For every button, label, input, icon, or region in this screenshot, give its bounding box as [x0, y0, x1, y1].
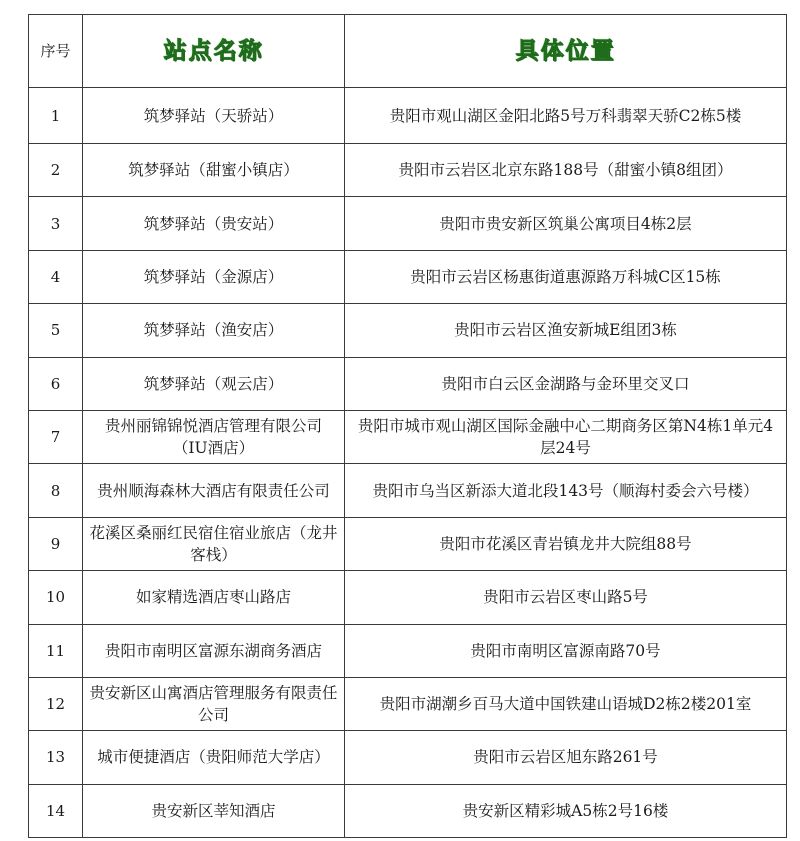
station-name: 贵安新区山寓酒店管理服务有限责任公司 — [83, 677, 345, 730]
station-name: 贵阳市南明区富源东湖商务酒店 — [83, 624, 345, 677]
table-row — [29, 571, 787, 624]
table-row — [29, 410, 787, 463]
station-table-container — [28, 14, 786, 838]
station-name: 筑梦驿站（金源店） — [83, 250, 345, 303]
station-name: 筑梦驿站（天骄站） — [83, 88, 345, 144]
station-location: 贵阳市云岩区杨惠街道惠源路万科城C区15栋 — [345, 250, 787, 303]
station-name: 筑梦驿站（渔安店） — [83, 304, 345, 357]
header-serial-number: 序号 — [29, 15, 83, 88]
station-location: 贵阳市观山湖区金阳北路5号万科翡翠天骄C2栋5楼 — [345, 88, 787, 144]
station-location: 贵阳市云岩区渔安新城E组团3栋 — [345, 304, 787, 357]
row-number: 8 — [29, 464, 83, 517]
row-number: 12 — [29, 677, 83, 730]
station-location: 贵阳市白云区金湖路与金环里交叉口 — [345, 357, 787, 410]
station-name: 如家精选酒店枣山路店 — [83, 571, 345, 624]
station-name: 贵安新区莘知酒店 — [83, 784, 345, 837]
row-number: 1 — [29, 88, 83, 144]
row-number: 10 — [29, 571, 83, 624]
table-row — [29, 677, 787, 730]
station-location: 贵阳市云岩区北京东路188号（甜蜜小镇8组团） — [345, 144, 787, 197]
table-row — [29, 357, 787, 410]
station-name: 贵州丽锦锦悦酒店管理有限公司（IU酒店） — [83, 410, 345, 463]
station-location: 贵阳市南明区富源南路70号 — [345, 624, 787, 677]
table-row — [29, 197, 787, 250]
row-number: 11 — [29, 624, 83, 677]
station-location: 贵安新区精彩城A5栋2号16楼 — [345, 784, 787, 837]
table-row — [29, 304, 787, 357]
row-number: 9 — [29, 517, 83, 570]
station-location: 贵阳市云岩区旭东路261号 — [345, 731, 787, 784]
row-number: 14 — [29, 784, 83, 837]
row-number: 3 — [29, 197, 83, 250]
table-row — [29, 88, 787, 144]
table-row — [29, 464, 787, 517]
station-location: 贵阳市贵安新区筑巢公寓项目4栋2层 — [345, 197, 787, 250]
station-location: 贵阳市城市观山湖区国际金融中心二期商务区第N4栋1单元4层24号 — [345, 410, 787, 463]
row-number: 7 — [29, 410, 83, 463]
header-station-name: 站点名称 — [83, 15, 345, 88]
table-row — [29, 144, 787, 197]
station-location: 贵阳市云岩区枣山路5号 — [345, 571, 787, 624]
station-name: 筑梦驿站（甜蜜小镇店） — [83, 144, 345, 197]
station-location: 贵阳市花溪区青岩镇龙井大院组88号 — [345, 517, 787, 570]
table-header-row — [29, 15, 787, 88]
row-number: 4 — [29, 250, 83, 303]
table-row — [29, 784, 787, 837]
station-name: 贵州顺海森林大酒店有限责任公司 — [83, 464, 345, 517]
table-row — [29, 624, 787, 677]
table-row — [29, 517, 787, 570]
station-name: 花溪区桑丽红民宿住宿业旅店（龙井客栈） — [83, 517, 345, 570]
station-name: 筑梦驿站（观云店） — [83, 357, 345, 410]
row-number: 13 — [29, 731, 83, 784]
row-number: 5 — [29, 304, 83, 357]
station-location: 贵阳市湖潮乡百马大道中国铁建山语城D2栋2楼201室 — [345, 677, 787, 730]
row-number: 2 — [29, 144, 83, 197]
station-name: 筑梦驿站（贵安站） — [83, 197, 345, 250]
header-location: 具体位置 — [345, 15, 787, 88]
table-row — [29, 731, 787, 784]
station-name: 城市便捷酒店（贵阳师范大学店） — [83, 731, 345, 784]
table-row — [29, 250, 787, 303]
station-table — [28, 14, 787, 838]
station-location: 贵阳市乌当区新添大道北段143号（顺海村委会六号楼） — [345, 464, 787, 517]
row-number: 6 — [29, 357, 83, 410]
